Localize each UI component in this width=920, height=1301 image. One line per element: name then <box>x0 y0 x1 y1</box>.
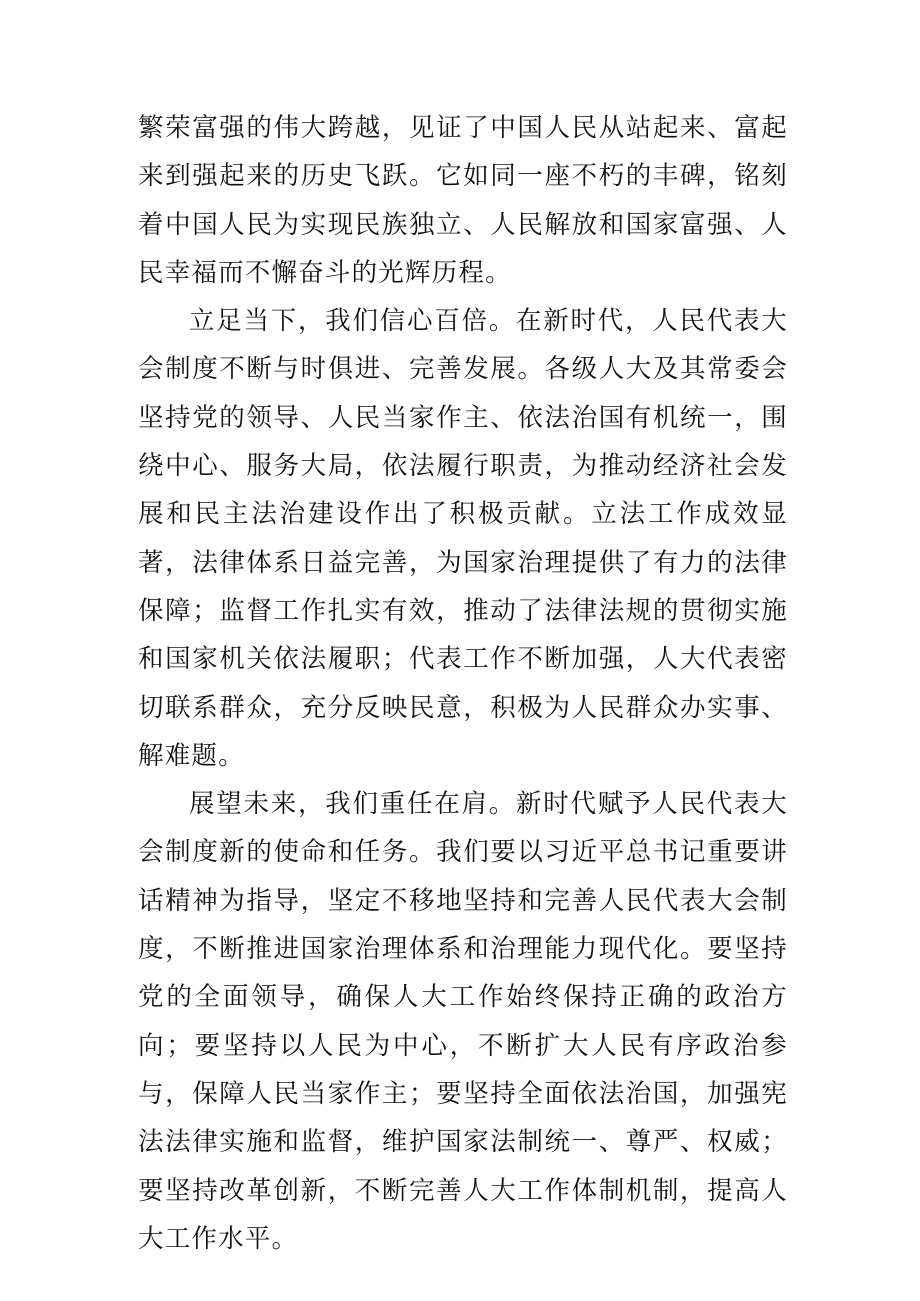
paragraph-continued: 繁荣富强的伟大跨越，见证了中国人民从站起来、富起来到强起来的历史飞跃。它如同一座不朽的丰碑，铭刻着中国人民为实现民族独立、人民解放和国家富强、人民幸福而不懈奋斗的光辉历程。 <box>138 113 788 288</box>
paragraph-future: 展望未来，我们重任在肩。新时代赋予人民代表大会制度新的使命和任务。我们要以习近平总书记重要讲话精神为指导，坚定不移地坚持和完善人民代表大会制度，不断推进国家治理体系和治理能力现代化。要坚持党的全面领导，确保人大工作始终保持正确的政治方向；要坚持以人民为中心，不断扩大人民有序政治参与，保障人民当家作主；要坚持全面依法治国，加强宪法法律实施和监督，维护国家法制统一、尊严、权威；要坚持改革创新，不断完善人大工作体制机制，提高人大工作水平。 <box>138 789 788 1254</box>
document-body <box>138 104 788 1263</box>
paragraph-present: 立足当下，我们信心百倍。在新时代，人民代表大会制度不断与时俱进、完善发展。各级人大及其常委会坚持党的领导、人民当家作主、依法治国有机统一，围绕中心、服务大局，依法履行职责，为推动经济社会发展和民主法治建设作出了积极贡献。立法工作成效显著，法律体系日益完善，为国家治理提供了有力的法律保障；监督工作扎实有效，推动了法律法规的贯彻实施和国家机关依法履职；代表工作不断加强，人大代表密切联系群众，充分反映民意，积极为人民群众办实事、解难题。 <box>138 306 788 771</box>
